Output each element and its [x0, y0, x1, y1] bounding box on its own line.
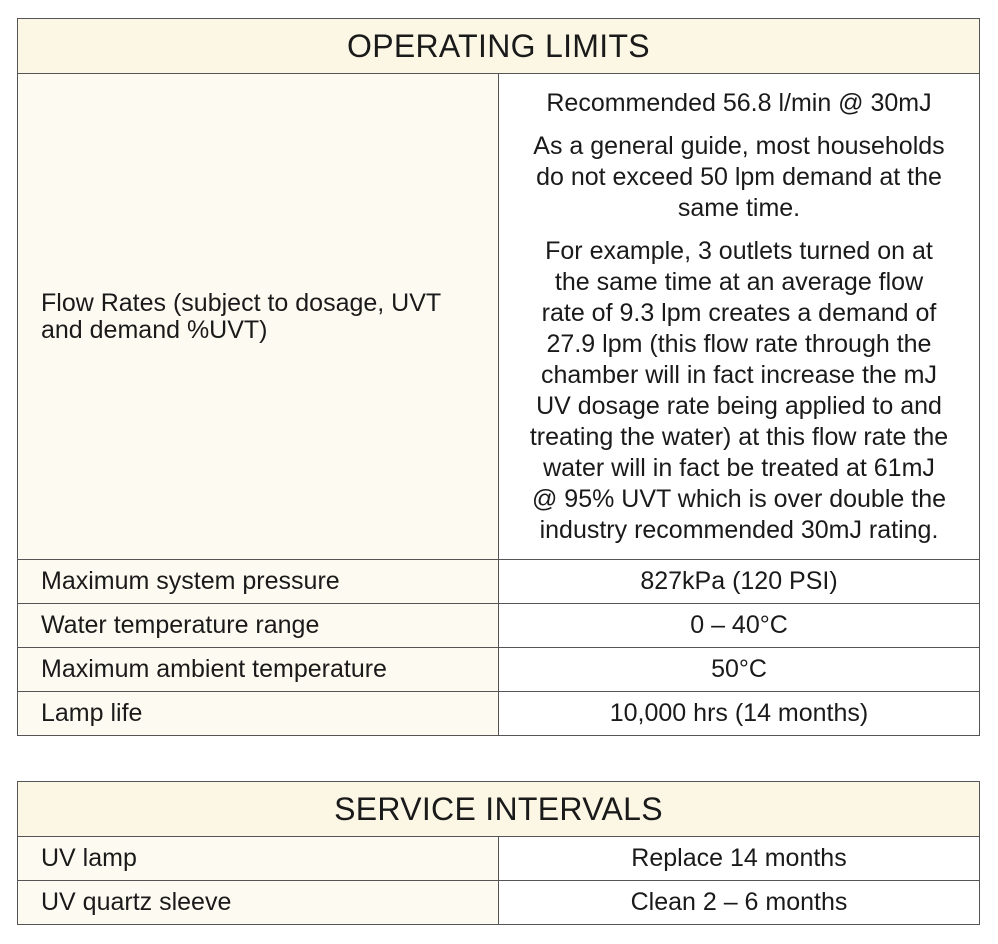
row-value: 50°C [499, 648, 980, 692]
row-label: Water temperature range [18, 604, 499, 648]
row-label: Maximum system pressure [18, 560, 499, 604]
operating-limits-title: OPERATING LIMITS [18, 19, 980, 74]
operating-limits-table [17, 18, 980, 736]
table-row [18, 648, 980, 692]
row-label: Lamp life [18, 692, 499, 736]
service-intervals-table [17, 781, 980, 925]
row-value: 827kPa (120 PSI) [499, 560, 980, 604]
flow-rates-paragraph: As a general guide, most households do not exceed 50 lpm demand at the same time. [533, 132, 945, 222]
row-value: Replace 14 months [499, 837, 980, 881]
table-row [18, 881, 980, 925]
flow-rates-paragraph: For example, 3 outlets turned on at the same time at an average flow rate of 9.3 lpm creates a demand of 27.9 lpm (this flow rate through the chamber will in fact increase the mJ UV dosage rate being applied to and treating the water) at this flow rate the water will in fact be treated at 61mJ @ 95% UVT which is over double the industry recommended 30mJ rating. [529, 237, 949, 544]
service-intervals-title: SERVICE INTERVALS [18, 782, 980, 837]
table-row [18, 837, 980, 881]
flow-rates-label: Flow Rates (subject to dosage, UVT and demand %UVT) [18, 74, 499, 560]
row-label: UV lamp [18, 837, 499, 881]
flow-rates-value [499, 74, 980, 560]
row-label: UV quartz sleeve [18, 881, 499, 925]
row-label: Maximum ambient temperature [18, 648, 499, 692]
row-value: 10,000 hrs (14 months) [499, 692, 980, 736]
flow-rates-paragraph: Recommended 56.8 l/min @ 30mJ [546, 89, 932, 117]
row-value: Clean 2 – 6 months [499, 881, 980, 925]
row-value: 0 – 40°C [499, 604, 980, 648]
table-row [18, 604, 980, 648]
table-row-flow-rates [18, 74, 980, 560]
table-row [18, 692, 980, 736]
table-row [18, 560, 980, 604]
